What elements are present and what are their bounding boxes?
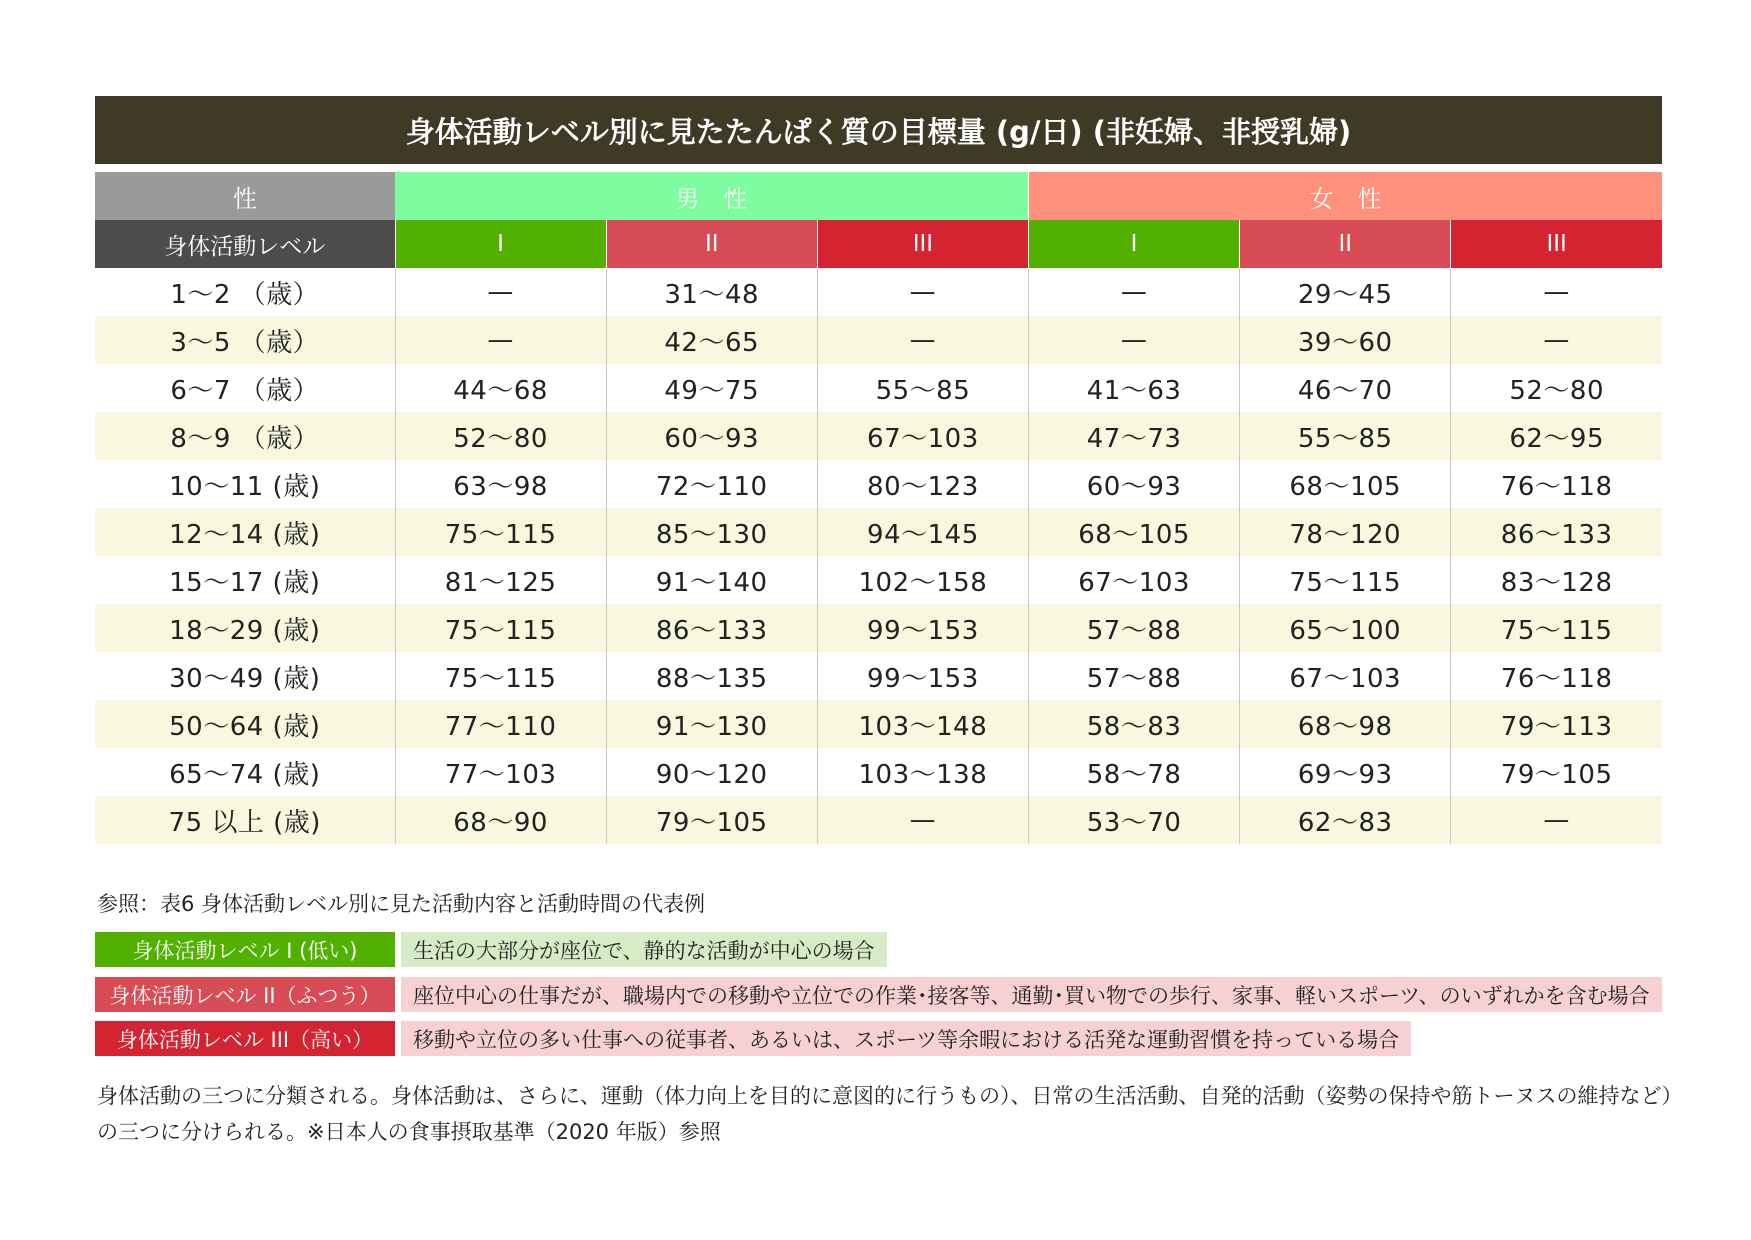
table-row: [95, 412, 1662, 460]
table-row: [95, 460, 1662, 508]
table-row: [95, 796, 1662, 844]
female-level-3-header: III: [1451, 220, 1662, 268]
age-cell: 10～11 (歳): [169, 471, 321, 502]
value-cell: 79～105: [1451, 748, 1662, 796]
reference-note: 参照：表6 身体活動レベル別に見た活動内容と活動時間の代表例: [97, 892, 706, 916]
value-cell: —: [1451, 796, 1662, 844]
value-cell: 77～103: [395, 748, 606, 796]
table-row: [95, 652, 1662, 700]
value-cell: 67～103: [1240, 652, 1451, 700]
legend-level-3-desc: 移動や立位の多い仕事への従事者、あるいは、スポーツ等余暇における活発な運動習慣を持っている場合: [401, 1021, 1411, 1056]
value-cell: 67～103: [817, 412, 1028, 460]
value-cell: 52～80: [395, 412, 606, 460]
legend-level-2-tag: 身体活動レベル II（ふつう）: [95, 977, 395, 1012]
male-level-2-header: II: [606, 220, 817, 268]
table-row: [95, 604, 1662, 652]
value-cell: 85～130: [606, 508, 817, 556]
value-cell: 55～85: [1240, 412, 1451, 460]
value-cell: 75～115: [395, 604, 606, 652]
value-cell: —: [395, 268, 606, 316]
age-cell: 3～5 （歳）: [95, 316, 395, 364]
age-cell: 50～64 (歳): [95, 700, 395, 748]
value-cell: 91～130: [606, 700, 817, 748]
female-level-1-header: I: [1029, 220, 1240, 268]
value-cell: 81～125: [395, 556, 606, 604]
value-cell: 83～128: [1451, 556, 1662, 604]
value-cell: —: [395, 316, 606, 364]
age-cell: 12～14 (歳): [95, 508, 395, 556]
value-cell: 53～70: [1029, 796, 1240, 844]
value-cell: 65～100: [1240, 604, 1451, 652]
value-cell: 57～88: [1029, 652, 1240, 700]
value-cell: 46～70: [1240, 364, 1451, 412]
legend-level-3: [95, 1021, 1411, 1056]
value-cell: 75～115: [1451, 604, 1662, 652]
value-cell: 86～133: [1451, 508, 1662, 556]
male-header: 男 性: [395, 172, 1029, 220]
legend-level-3-tag: 身体活動レベル III（高い）: [95, 1021, 395, 1056]
value-cell: 60～93: [606, 412, 817, 460]
sex-header-label: 性: [95, 172, 395, 220]
value-cell: 68～105: [1240, 460, 1451, 508]
value-cell: 75～115: [1240, 556, 1451, 604]
footnote: 身体活動の三つに分類される。身体活動は、さらに、運動（体力向上を目的に意図的に行うもの）、日常の生活活動、自発的活動（姿勢の保持や筋トーヌスの維持など）の三つに分けられる。※日本人の食事摂取基準（2020 年版）参照: [97, 1084, 1672, 1144]
table-row: [95, 748, 1662, 796]
value-cell: 44～68: [395, 364, 606, 412]
female-level-2-header: II: [1240, 220, 1451, 268]
value-cell: 62～95: [1451, 412, 1662, 460]
value-cell: 58～78: [1029, 748, 1240, 796]
table-title: 身体活動レベル別に見たたんぱく質の目標量 (g/日) (非妊婦、非授乳婦): [95, 96, 1662, 164]
sex-header-row: [95, 172, 1662, 220]
value-cell: 39～60: [1240, 316, 1451, 364]
value-cell: 90～120: [606, 748, 817, 796]
table-row: [95, 508, 1662, 556]
value-cell: 68～98: [1240, 700, 1451, 748]
age-cell: 75 以上 (歳): [95, 796, 395, 844]
table-body: [95, 268, 1662, 844]
value-cell: 47～73: [1029, 412, 1240, 460]
table-row: [95, 364, 1662, 412]
age-cell: 30～49 (歳): [169, 663, 321, 694]
value-cell: —: [1451, 316, 1662, 364]
value-cell: 77～110: [395, 700, 606, 748]
value-cell: 79～105: [606, 796, 817, 844]
value-cell: 76～118: [1451, 652, 1662, 700]
value-cell: 29～45: [1240, 268, 1451, 316]
male-level-3-header: III: [817, 220, 1028, 268]
value-cell: —: [817, 316, 1028, 364]
value-cell: 62～83: [1240, 796, 1451, 844]
value-cell: 58～83: [1029, 700, 1240, 748]
value-cell: 94～145: [817, 508, 1028, 556]
male-level-1-header: I: [395, 220, 606, 268]
value-cell: —: [817, 268, 1028, 316]
value-cell: 91～140: [606, 556, 817, 604]
value-cell: 68～90: [395, 796, 606, 844]
age-cell: 15～17 (歳): [169, 567, 321, 598]
legend-level-1-desc: 生活の大部分が座位で、静的な活動が中心の場合: [401, 932, 887, 967]
value-cell: 57～88: [1029, 604, 1240, 652]
value-cell: 67～103: [1029, 556, 1240, 604]
value-cell: —: [817, 796, 1028, 844]
table-row: [95, 556, 1662, 604]
table-row: [95, 316, 1662, 364]
value-cell: 99～153: [817, 652, 1028, 700]
value-cell: 75～115: [395, 508, 606, 556]
value-cell: 78～120: [1240, 508, 1451, 556]
value-cell: 88～135: [606, 652, 817, 700]
protein-target-table: [95, 172, 1662, 844]
age-cell: 6～7 （歳）: [170, 375, 320, 406]
female-header: 女 性: [1029, 172, 1663, 220]
level-header-row: [95, 220, 1662, 268]
table-row: [95, 268, 1662, 316]
legend-level-1: [95, 932, 887, 967]
age-cell: 8～9 （歳）: [95, 412, 395, 460]
value-cell: 103～138: [817, 748, 1028, 796]
value-cell: 41～63: [1029, 364, 1240, 412]
value-cell: 99～153: [817, 604, 1028, 652]
value-cell: 60～93: [1029, 460, 1240, 508]
value-cell: 76～118: [1451, 460, 1662, 508]
value-cell: 68～105: [1029, 508, 1240, 556]
value-cell: 31～48: [606, 268, 817, 316]
value-cell: 102～158: [817, 556, 1028, 604]
table-row: [95, 700, 1662, 748]
value-cell: 55～85: [817, 364, 1028, 412]
age-cell: 65～74 (歳): [169, 759, 321, 790]
value-cell: 52～80: [1451, 364, 1662, 412]
value-cell: —: [1029, 316, 1240, 364]
age-cell: 18～29 (歳): [95, 604, 395, 652]
legend-level-2-desc: 座位中心の仕事だが、職場内での移動や立位での作業･接客等、通勤･買い物での歩行、家事、軽いスポーツ、のいずれかを含む場合: [401, 977, 1662, 1012]
value-cell: 72～110: [606, 460, 817, 508]
value-cell: 103～148: [817, 700, 1028, 748]
legend-level-1-tag: 身体活動レベル I (低い): [95, 932, 395, 967]
value-cell: 49～75: [606, 364, 817, 412]
legend-level-2: [95, 977, 1662, 1012]
value-cell: 69～93: [1240, 748, 1451, 796]
value-cell: 63～98: [395, 460, 606, 508]
value-cell: —: [1451, 268, 1662, 316]
value-cell: 42～65: [606, 316, 817, 364]
value-cell: 80～123: [817, 460, 1028, 508]
value-cell: 75～115: [395, 652, 606, 700]
value-cell: 79～113: [1451, 700, 1662, 748]
age-cell: 1～2 （歳）: [170, 279, 320, 310]
level-header-label: 身体活動レベル: [95, 220, 395, 268]
value-cell: —: [1029, 268, 1240, 316]
value-cell: 86～133: [606, 604, 817, 652]
